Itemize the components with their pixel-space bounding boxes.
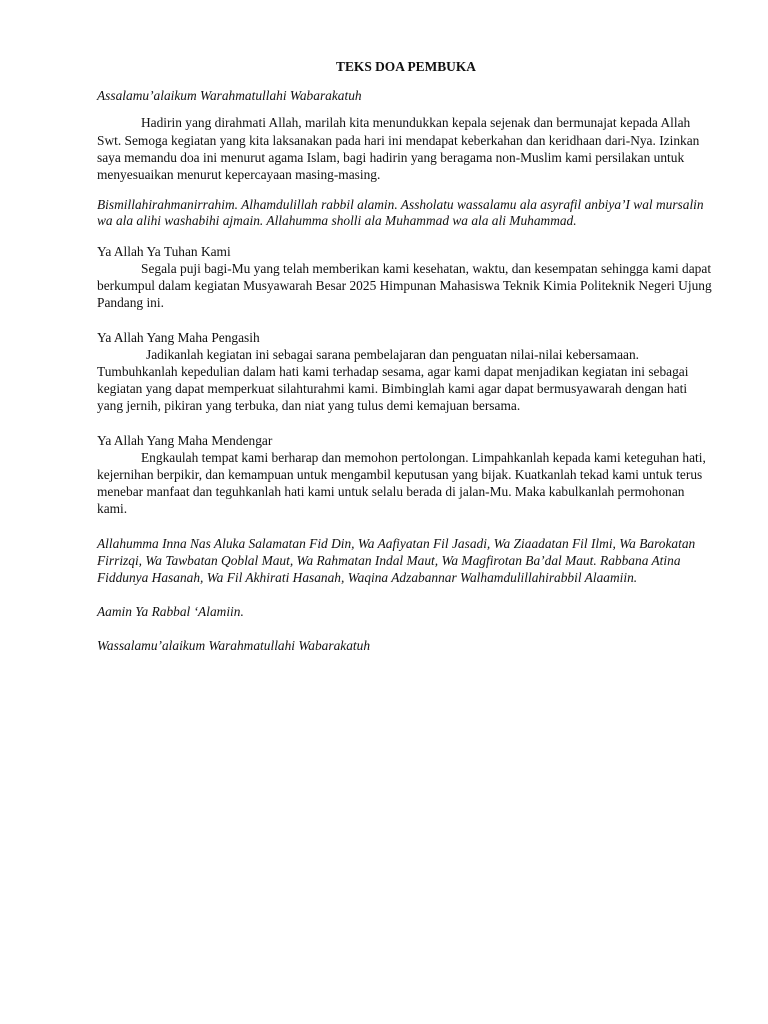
section-ya-allah-yang-maha-pengasih bbox=[97, 329, 715, 415]
document-title: TEKS DOA PEMBUKA bbox=[336, 59, 476, 74]
closing-prayer: Allahumma Inna Nas Aluka Salamatan Fid Din, Wa Aafiyatan Fil Jasadi, Wa Ziaadatan Fil Ilmi, Wa Barokatan Firrizqi, Wa Tawbatan Qoblal Maut, Wa Rahmatan Indal Maut, Wa Magfirotan Ba’dal Maut. Rabbana Atina Fiddunya Hasanah, Wa Fil Akhirati Hasanah, Waqina Adzabannar Walhamdulillahirabbil Alaamiin. bbox=[97, 535, 696, 586]
section-body: Segala puji bagi-Mu yang telah memberikan kami kesehatan, waktu, dan kesempatan sehingga kami dapat berkumpul dalam kegiatan Musyawarah Besar 2025 Himpunan Mahasiswa Teknik Kimia Politeknik Negeri Ujung Pandang ini. bbox=[97, 261, 712, 311]
bismillah-paragraph: Bismillahirahmanirrahim. Alhamdulillah rabbil alamin. Assholatu wassalamu ala asyrafil anbiya’I wal mursalin wa ala alihi washabihi ajmain. Allahumma sholli ala Muhammad wa ala ali Muhammad. bbox=[97, 197, 704, 229]
section-body: Jadikanlah kegiatan ini sebagai sarana pembelajaran dan penguatan nilai-nilai kebersamaan. Tumbuhkanlah kepedulian dalam hati kami terhadap sesama, agar kami dapat menjadikan kegiatan ini sebagai kegiatan yang dapat memperkuat silahturahmi kami. Bimbinglah kami agar dapat bermusyawarah dengan hati yang jernih, pikiran yang terbuka, dan niat yang tulus demi kemajuan bersama. bbox=[97, 346, 689, 414]
intro-paragraph: Hadirin yang dirahmati Allah, marilah kita menundukkan kepala sejenak dan bermunajat kepada Allah Swt. Semoga kegiatan yang kita laksanakan pada hari ini mendapat keberkahan dan keridhaan dari-Nya. Izinkan saya memandu doa ini menurut agama Islam, bagi hadirin yang beragama non-Muslim kami persilakan untuk menyesuaikan menurut kepercayaan masing-masing. bbox=[97, 115, 700, 183]
section-heading: Ya Allah Yang Maha Mendengar bbox=[97, 432, 273, 448]
section-ya-allah-ya-tuhan-kami bbox=[97, 243, 715, 312]
aamin-line: Aamin Ya Rabbal ‘Alamiin. bbox=[97, 604, 244, 620]
section-heading: Ya Allah Ya Tuhan Kami bbox=[97, 243, 231, 259]
section-body: Engkaulah tempat kami berharap dan memohon pertolongan. Limpahkanlah kepada kami keteguhan hati, kejernihan berpikir, dan kemampuan untuk mengambil keputusan yang bijak. Kuatkanlah tekad kami untuk terus menebar manfaat dan teguhkanlah hati kami untuk selalu berada di jalan-Mu. Maka kabulkanlah permohonan kami. bbox=[97, 449, 706, 517]
opening-greeting: Assalamu’alaikum Warahmatullahi Wabarakatuh bbox=[97, 88, 362, 104]
closing-greeting: Wassalamu’alaikum Warahmatullahi Wabarakatuh bbox=[97, 638, 371, 654]
document-page bbox=[97, 58, 715, 655]
section-ya-allah-yang-maha-mendengar bbox=[97, 432, 715, 518]
section-heading: Ya Allah Yang Maha Pengasih bbox=[97, 329, 260, 345]
